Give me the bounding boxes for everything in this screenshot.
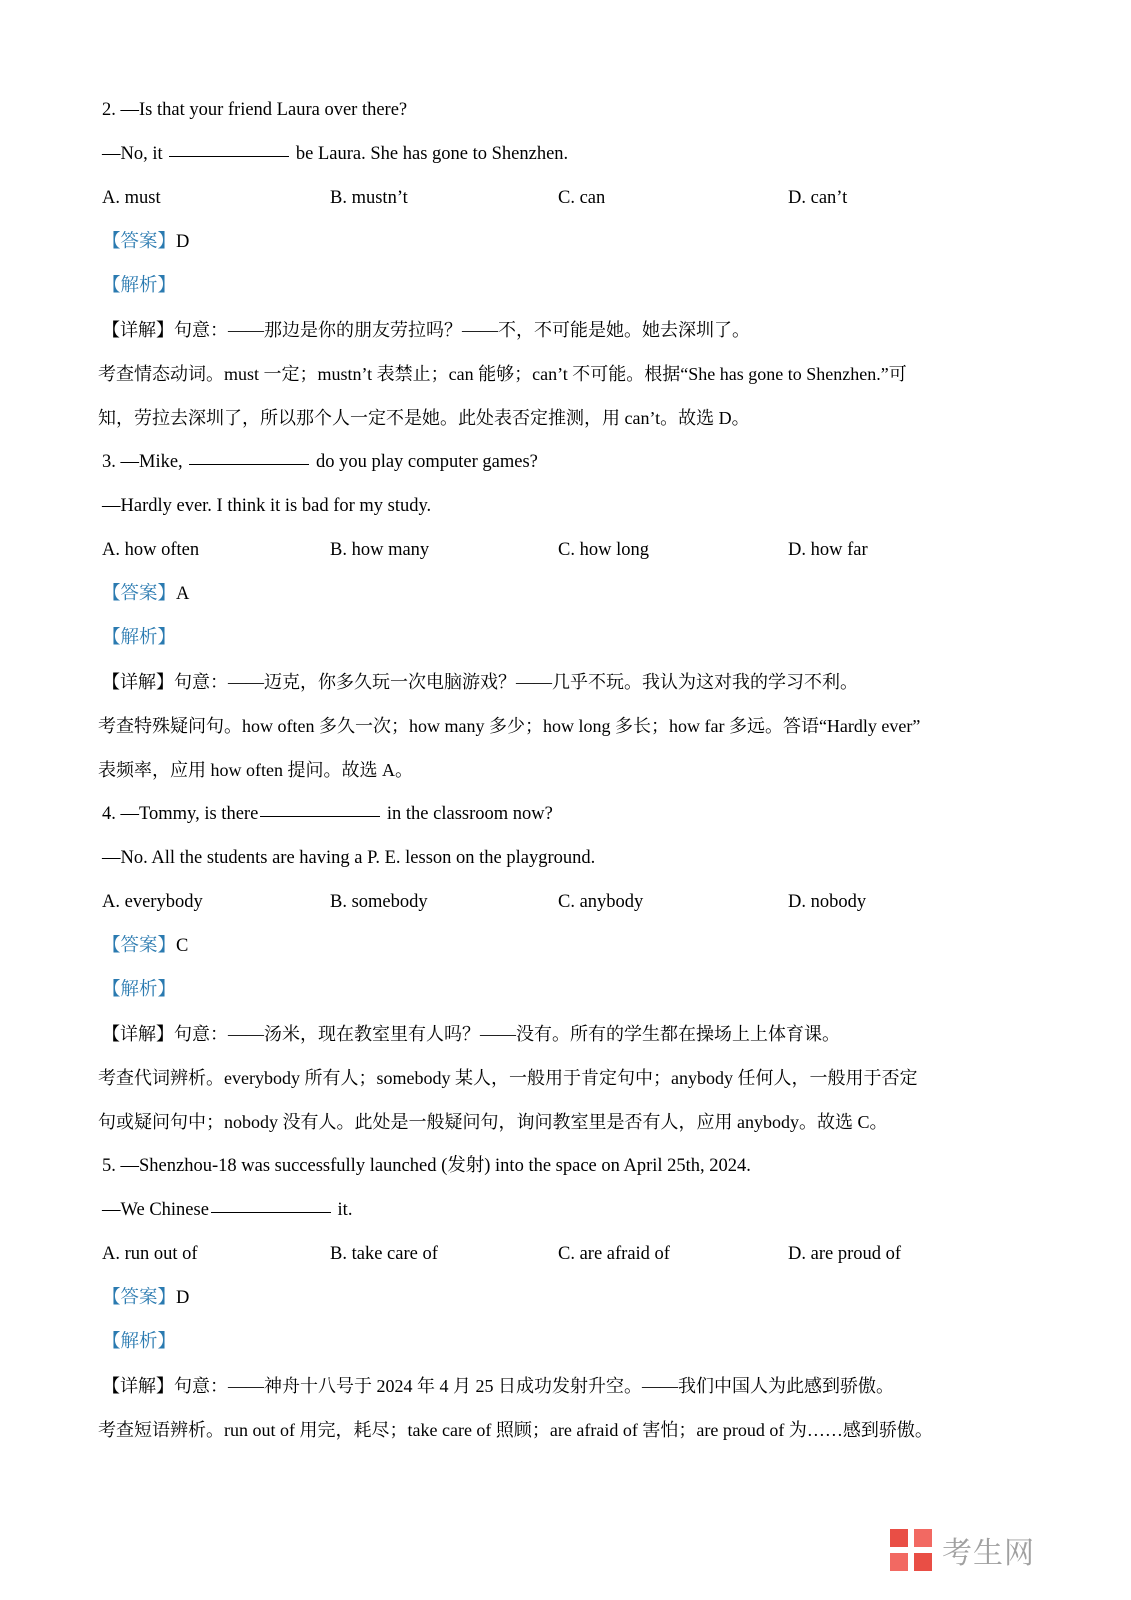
fill-in-blank — [211, 1212, 331, 1213]
question-2-stem-line-2 — [98, 132, 1031, 176]
question-3-options — [98, 528, 1031, 572]
question-4-explanation-line-1: 考查代词辨析。everybody 所有人；somebody 某人，一般用于肯定句中；anybody 任何人，一般用于否定 — [98, 1068, 918, 1088]
option-d[interactable]: D. how far — [788, 540, 868, 560]
option-d[interactable]: D. are proud of — [788, 1244, 902, 1264]
fill-in-blank — [260, 816, 380, 817]
option-a[interactable]: A. how often — [102, 540, 200, 560]
question-2-answer-pre: —No, it — [102, 144, 163, 164]
question-3-explanation-line-1: 考查特殊疑问句。how often 多久一次；how many 多少；how long 多长；how far 多远。答语“Hardly ever” — [98, 716, 921, 736]
answer-value: C — [176, 936, 189, 956]
question-2-answer-post: be Laura. She has gone to Shenzhen. — [295, 144, 569, 164]
question-4-options — [98, 880, 1031, 924]
option-d[interactable]: D. nobody — [788, 892, 867, 912]
detail-label: 【详解】 — [102, 320, 174, 340]
question-5-options — [98, 1232, 1031, 1276]
question-2-explanation-line-2: 知，劳拉去深圳了，所以那个人一定不是她。此处表否定推测，用 can’t。故选 D。 — [98, 408, 750, 428]
option-a[interactable]: A. must — [102, 188, 161, 208]
analysis-label: 【解析】 — [102, 980, 177, 1000]
detail-text: 句意：——那边是你的朋友劳拉吗？——不，不可能是她。她去深圳了。 — [174, 320, 750, 340]
question-5-answer-row — [98, 1276, 1031, 1320]
option-b[interactable]: B. somebody — [330, 892, 428, 912]
answer-label: 【答案】 — [102, 1288, 177, 1308]
question-3-stem-pre: —Mike, — [120, 452, 183, 472]
watermark-label: 考生网 — [942, 1537, 1035, 1570]
option-b[interactable]: B. how many — [330, 540, 430, 560]
option-c[interactable]: C. can — [558, 188, 606, 208]
question-4-answer-row — [98, 924, 1031, 968]
analysis-label: 【解析】 — [102, 628, 177, 648]
answer-value: D — [176, 1288, 190, 1308]
detail-text: 句意：——神舟十八号于 2024 年 4 月 25 日成功发射升空。——我们中国人为此感到骄傲。 — [174, 1376, 894, 1396]
question-3-stem-line-1 — [98, 440, 1031, 484]
answer-label: 【答案】 — [102, 584, 177, 604]
question-2-explanation-line-1: 考查情态动词。must 一定；mustn’t 表禁止；can 能够；can’t 不可能。根据“She has gone to Shenzhen.”可 — [98, 364, 907, 384]
question-4-stem-line-2: —No. All the students are having a P. E. lesson on the playground. — [102, 848, 596, 868]
question-2-stem-question: —Is that your friend Laura over there? — [120, 100, 408, 120]
option-c[interactable]: C. how long — [558, 540, 649, 560]
question-4-number: 4. — [102, 804, 116, 824]
fill-in-blank — [189, 464, 309, 465]
question-2-answer-row — [98, 220, 1031, 264]
analysis-label: 【解析】 — [102, 1332, 177, 1352]
question-2-options — [98, 176, 1031, 220]
question-5-explanation-line-1: 考查短语辨析。run out of 用完，耗尽；take care of 照顾；are afraid of 害怕；are proud of 为……感到骄傲。 — [98, 1420, 933, 1440]
detail-label: 【详解】 — [102, 1024, 174, 1044]
fill-in-blank — [169, 156, 289, 157]
answer-value: D — [176, 232, 190, 252]
question-5-answer-post: it. — [337, 1200, 353, 1220]
question-5-stem-question: —Shenzhou-18 was successfully launched (发射) into the space on April 25th, 2024. — [120, 1156, 751, 1176]
answer-label: 【答案】 — [102, 936, 177, 956]
question-4-stem-post: in the classroom now? — [386, 804, 553, 824]
question-4-analysis-row — [98, 968, 1031, 1012]
question-2-stem-line-1 — [98, 88, 1031, 132]
question-5-stem-line-1 — [98, 1144, 1031, 1188]
question-3-stem-post: do you play computer games? — [315, 452, 538, 472]
detail-text: 句意：——汤米，现在教室里有人吗？——没有。所有的学生都在操场上上体育课。 — [174, 1024, 840, 1044]
analysis-label: 【解析】 — [102, 276, 177, 296]
question-5-detail-row — [98, 1364, 1031, 1408]
question-5-analysis-row — [98, 1320, 1031, 1364]
question-3-detail-row — [98, 660, 1031, 704]
question-5-answer-pre: —We Chinese — [102, 1200, 209, 1220]
detail-text: 句意：——迈克，你多久玩一次电脑游戏？——几乎不玩。我认为这对我的学习不利。 — [174, 672, 858, 692]
question-4-explanation-line-2: 句或疑问句中；nobody 没有人。此处是一般疑问句，询问教室里是否有人，应用 anybody。故选 C。 — [98, 1112, 888, 1132]
detail-label: 【详解】 — [102, 672, 174, 692]
option-c[interactable]: C. anybody — [558, 892, 644, 912]
watermark-logo-icon — [890, 1529, 932, 1571]
answer-label: 【答案】 — [102, 232, 177, 252]
question-3-answer-row — [98, 572, 1031, 616]
option-b[interactable]: B. mustn’t — [330, 188, 408, 208]
question-4-stem-line-1 — [98, 792, 1031, 836]
question-2-detail-row — [98, 308, 1031, 352]
question-4-detail-row — [98, 1012, 1031, 1056]
detail-label: 【详解】 — [102, 1376, 174, 1396]
question-5-number: 5. — [102, 1156, 116, 1176]
option-b[interactable]: B. take care of — [330, 1244, 438, 1264]
question-3-analysis-row — [98, 616, 1031, 660]
option-a[interactable]: A. run out of — [102, 1244, 198, 1264]
option-d[interactable]: D. can’t — [788, 188, 848, 208]
question-4-stem-pre: —Tommy, is there — [120, 804, 259, 824]
question-3-explanation-line-2: 表频率，应用 how often 提问。故选 A。 — [98, 760, 413, 780]
question-3-stem-line-2: —Hardly ever. I think it is bad for my study. — [102, 496, 432, 516]
option-a[interactable]: A. everybody — [102, 892, 203, 912]
question-2-analysis-row — [98, 264, 1031, 308]
option-c[interactable]: C. are afraid of — [558, 1244, 670, 1264]
question-5-stem-line-2 — [98, 1188, 1031, 1232]
question-3-number: 3. — [102, 452, 116, 472]
watermark — [890, 1528, 1035, 1572]
answer-value: A — [176, 584, 190, 604]
question-2-number: 2. — [102, 100, 116, 120]
